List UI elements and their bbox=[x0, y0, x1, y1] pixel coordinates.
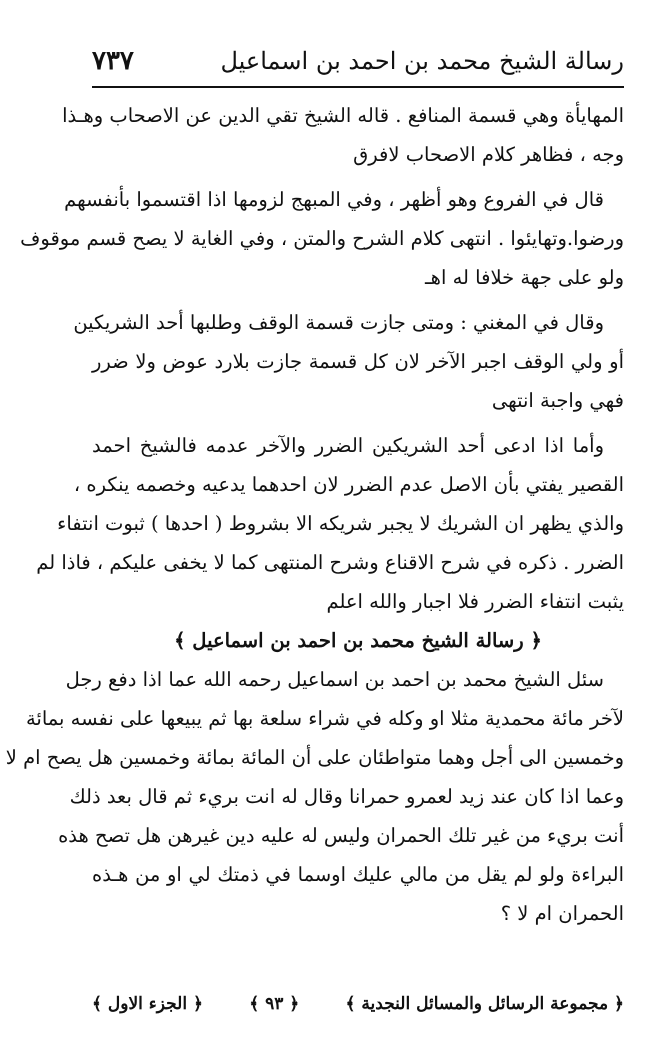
text-line: قال في الفروع وهو أظهر ، وفي المبهج لزومها اذا اقتسموا بأنفسهم bbox=[64, 188, 604, 211]
text-line: وأما اذا ادعى أحد الشريكين الضرر والآخر عدمه فالشيخ احمد bbox=[92, 434, 604, 457]
text-line: يثبت انتفاء الضرر فلا اجبار والله اعلم bbox=[326, 590, 624, 613]
collection-title: ﴿ مجموعة الرسائل والمسائل النجدية ﴾ bbox=[345, 993, 624, 1014]
header-rule bbox=[92, 86, 624, 88]
text-line: وخمسين الى أجل وهما متواطئان على أن المائة بمائة وخمسين هل يصح ام لا bbox=[5, 746, 624, 769]
text-line: لآخر مائة محمدية مثلا او وكله في شراء سلعة بها ثم يبيعها على نفسه بمائة bbox=[25, 707, 624, 730]
paragraph bbox=[73, 303, 624, 420]
paragraph bbox=[36, 426, 624, 621]
question-paragraph bbox=[5, 660, 624, 933]
running-title: رسالة الشيخ محمد بن احمد بن اسماعيل bbox=[220, 47, 624, 75]
paragraph bbox=[20, 180, 624, 297]
paragraph bbox=[62, 96, 624, 174]
text-line: البراءة ولو لم يقل من مالي عليك اوسما في ذمتك لي او من هـذه bbox=[92, 863, 624, 886]
section-heading: ﴿ رسالة الشيخ محمد بن احمد بن اسماعيل ﴾ bbox=[174, 629, 542, 652]
text-line: أنت بريء من غير تلك الحمران وليس له عليه دين غيرهن هل تصح هذه bbox=[58, 824, 624, 847]
body-text bbox=[5, 96, 624, 933]
page-header bbox=[92, 38, 624, 84]
text-line: وعما اذا كان عند زيد لعمرو حمرانا وقال له انت بريء ثم قال بعد ذلك bbox=[69, 785, 624, 808]
text-line: سئل الشيخ محمد بن احمد بن اسماعيل رحمه الله عما اذا دفع رجل bbox=[65, 668, 604, 691]
text-line: الضرر . ذكره في شرح الاقناع وشرح المنتهى كما لا يخفى عليكم ، فاذا لم bbox=[36, 551, 624, 574]
text-line: فهي واجبة انتهى bbox=[491, 389, 624, 412]
text-line: ولو على جهة خلافا له اهـ bbox=[424, 266, 624, 289]
header-page-number: ٧٣٧ bbox=[92, 46, 134, 76]
text-line: الحمران ام لا ؟ bbox=[500, 902, 624, 925]
text-line: أو ولي الوقف اجبر الآخر لان كل قسمة جازت بلارد عوض ولا ضرر bbox=[92, 350, 624, 373]
text-line: والذي يظهر ان الشريك لا يجبر شريكه الا بشروط ( احدها ) ثبوت انتفاء bbox=[57, 512, 624, 535]
footer-page-number: ﴿ ٩٣ ﴾ bbox=[249, 993, 300, 1014]
text-line: وقال في المغني : ومتى جازت قسمة الوقف وطلبها أحد الشريكين bbox=[73, 311, 604, 334]
text-line: وجه ، فظاهر كلام الاصحاب لافرق bbox=[353, 143, 624, 166]
page-footer bbox=[92, 985, 624, 1021]
text-line: القصير يفتي بأن الاصل عدم الضرر لان احدهما يدعيه وخصمه ينكره ، bbox=[73, 473, 624, 496]
text-line: المهايأة وهي قسمة المنافع . قاله الشيخ تقي الدين عن الاصحاب وهـذا bbox=[62, 104, 624, 127]
volume-label: ﴿ الجزء الاول ﴾ bbox=[92, 993, 203, 1014]
text-line: ورضوا.وتهايئوا . انتهى كلام الشرح والمتن ، وفي الغاية لا يصح قسم موقوف bbox=[20, 227, 624, 250]
